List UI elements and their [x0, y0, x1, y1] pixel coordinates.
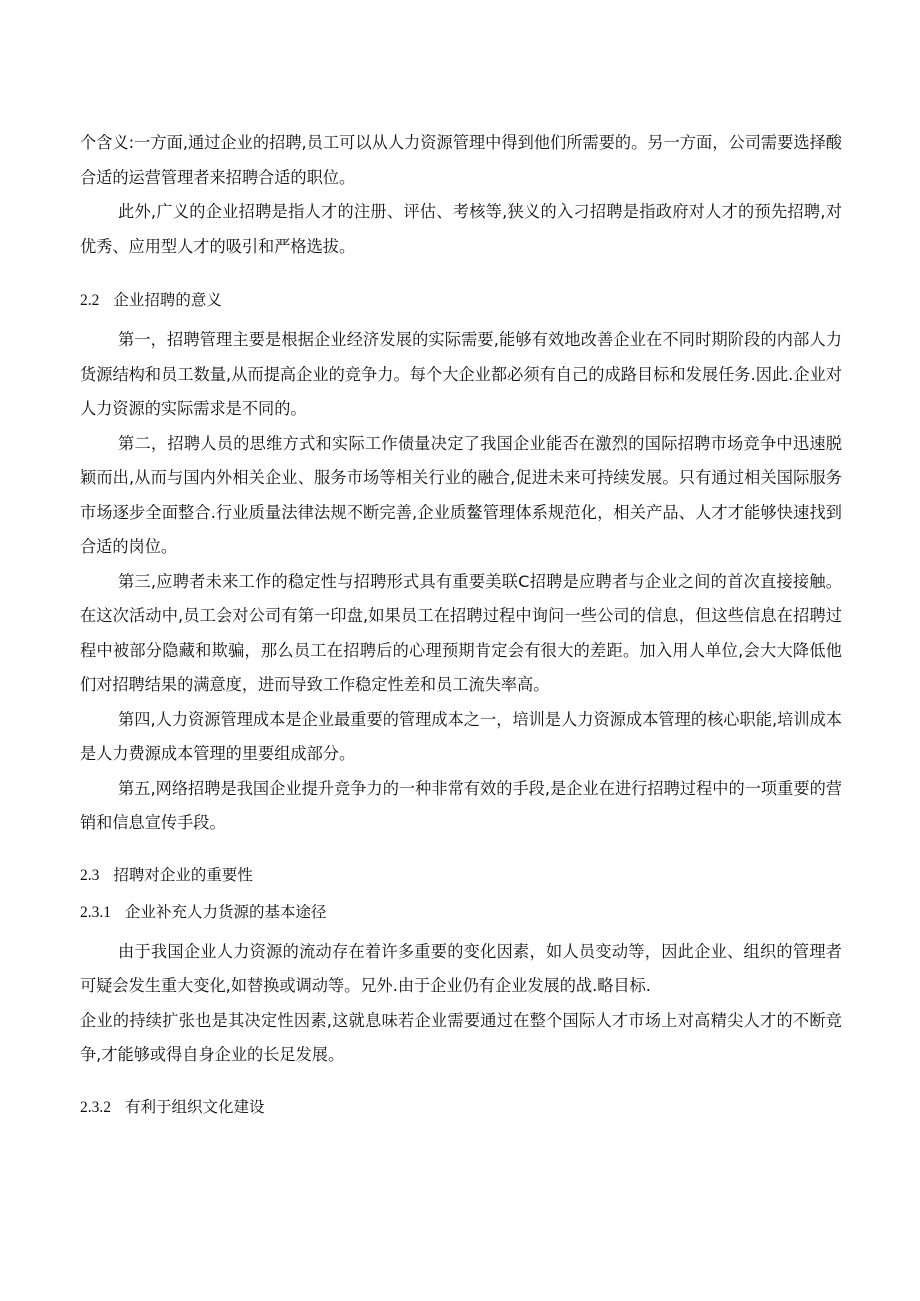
paragraph-fifth: 第五,网络招聘是我国企业提升竞争力的一种非常有效的手段,是企业在进行招聘过程中的一项重要的营销和信息宣传手段。 [80, 778, 842, 832]
section-title: 企业招聘的意义 [113, 291, 222, 309]
section-heading-2-2 [80, 288, 842, 313]
section-number: 2.3.1 [80, 903, 111, 921]
paragraph-workforce-change: 由于我国企业人力资源的流动存在着许多重要的变化因素，如人员变动等，因此企业、组织的管理者可疑会发生重大变化,如替换或调动等。兄外.由于企业仍有企业发展的战.略目标. [80, 941, 842, 995]
section-heading-2-3-1 [80, 900, 842, 925]
section-number: 2.2 [80, 292, 100, 309]
paragraph-broad-narrow: 此外,广义的企业招聘是指人才的注册、评估、考核等,狭义的入刁招聘是指政府对人才的预先招聘,对优秀、应用型人才的吸引和严格选拔。 [80, 202, 842, 256]
section-number: 2.3 [80, 866, 100, 884]
document-page [80, 126, 842, 1120]
section-title: 企业补充人力货源的基本途径 [125, 902, 327, 921]
paragraph-second: 第二，招聘人员的思维方式和实际工作债量决定了我国企业能否在激烈的国际招聘市场竞争中迅速脱颖而出,从而与国内外相关企业、服务市场等相关行业的融合,促进未来可持续发展。只有通过相关国际服务市场逐步全面整合.行业质量法律法规不断完善,企业质鳌管理体系规范化，相关产品、人才才能够快速找到合适的岗位。 [80, 433, 842, 556]
section-title: 招聘对企业的重要性 [113, 865, 253, 884]
section-title: 有利于组织文化建设 [125, 1097, 265, 1116]
paragraph-continuation: 个含义:一方面,通过企业的招聘,员工可以从人力资源管理中得到他们所需要的。另一方面，公司需要选择酸合适的运营管理者来招聘合适的职位。 [80, 133, 842, 187]
paragraph-fourth: 第四,人力资源管理成本是企业最重要的管理成本之一，培训是人力资源成本管理的核心职能,培训成本是人力费源成本管理的里要组成部分。 [80, 709, 842, 763]
section-heading-2-3 [80, 863, 842, 888]
paragraph-third: 第三,应聘者未来工作的稳定性与招聘形式具有重要美联C招聘是应聘者与企业之间的首次直接接触。在这次活动中,员工会对公司有第一印盘,如果员工在招聘过程中询问一些公司的信息，但这些信息在招聘过程中被部分隐藏和欺骗，那么员工在招聘后的心理预期肯定会有很大的差距。加入用人单位,会大大降低他们对招聘结果的满意度，进而导致工作稳定性差和员工流失率高。 [80, 571, 842, 694]
paragraph-expansion: 企业的持续扩张也是其决定性因素,这就息味若企业需要通过在整个国际人才市场上对高精尖人才的不断竞争,才能够或得自身企业的长足发展。 [80, 1010, 842, 1064]
section-heading-2-3-2 [80, 1095, 842, 1120]
section-number: 2.3.2 [80, 1098, 111, 1116]
paragraph-first: 第一，招聘管理主要是根据企业经济发展的实际需要,能够有效地改善企业在不同时期阶段的内部人力货源结构和员工数量,从而提高企业的竞争力。每个大企业都必须有自己的成路目标和发展任务.因此.企业对人力资源的实际需求是不同的。 [80, 330, 842, 418]
